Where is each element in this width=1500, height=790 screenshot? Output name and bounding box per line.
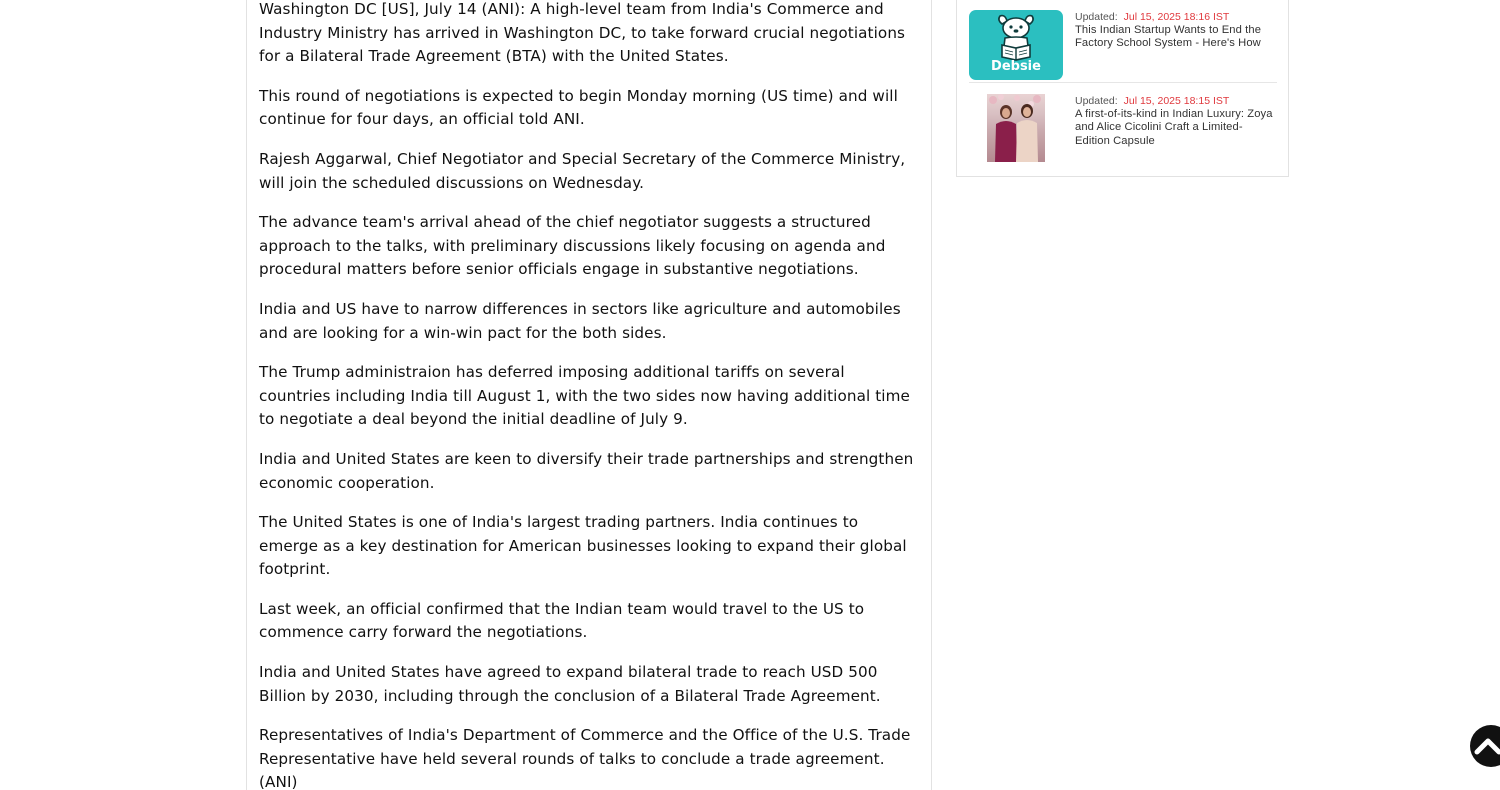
scroll-to-top-button[interactable] <box>1470 725 1500 767</box>
chevron-up-icon <box>1473 731 1500 761</box>
debsie-logo-image[interactable] <box>969 10 1063 80</box>
debsie-logo-text: Debsie <box>991 59 1041 74</box>
article-paragraph: India and United States have agreed to expand bilateral trade to reach USD 500 Billion by 2030, including through the conclusion of a Bilateral Trade Agreement. <box>259 663 881 705</box>
updated-date: Jul 15, 2025 18:16 IST <box>1123 11 1230 23</box>
story-meta <box>1075 10 1277 51</box>
latest-stories-widget <box>956 0 1289 177</box>
article-paragraph: The United States is one of India's largest trading partners. India continues to emerge as a key destination for American businesses looking to expand their global footprint. <box>259 513 907 579</box>
story-item[interactable] <box>969 10 1277 83</box>
article-paragraph: Rajesh Aggarwal, Chief Negotiator and Special Secretary of the Commerce Ministry, will join the scheduled discussions on Wednesday. <box>259 149 906 192</box>
article-paragraph: India and US have to narrow differences in sectors like agriculture and automobiles and are looking for a win-win pact for the both sides. <box>259 299 901 342</box>
story-thumbnail[interactable] <box>969 94 1063 164</box>
article-paragraph: This round of negotiations is expected to begin Monday morning (US time) and will continue for four days, an official told ANI. <box>259 86 898 129</box>
article-paragraph: The advance team's arrival ahead of the chief negotiator suggests a structured approach to the talks, with preliminary discussions likely focusing on agenda and procedural matters before senior officials engage in substantive negotiations. <box>259 213 886 279</box>
story-meta <box>1075 94 1277 148</box>
story-title-link[interactable]: This Indian Startup Wants to End the Factory School System - Here's How <box>1075 24 1262 50</box>
two-women-photo[interactable] <box>987 94 1045 162</box>
reading-dog-icon <box>969 12 1063 64</box>
updated-line <box>1075 95 1277 107</box>
story-title-link[interactable]: A first-of-its-kind in Indian Luxury: Zoya and Alice Cicolini Craft a Limited-Edition Capsule <box>1075 108 1273 147</box>
article-paragraph: Washington DC [US], July 14 (ANI): A high-level team from India's Commerce and Industry Ministry has arrived in Washington DC, to take forward crucial negotiations for a Bilateral Trade Agreement (BTA) with the United States. <box>259 0 906 66</box>
updated-label: Updated: <box>1075 11 1118 23</box>
story-thumbnail[interactable] <box>969 10 1063 80</box>
article-body <box>246 0 932 790</box>
updated-label: Updated: <box>1075 95 1118 107</box>
article-paragraph: Representatives of India's Department of Commerce and the Office of the U.S. Trade Representative have held several rounds of talks to conclude a trade agreement. (ANI) <box>259 726 911 790</box>
photo-figures-icon <box>987 94 1045 162</box>
story-item[interactable] <box>969 94 1277 166</box>
article-paragraph: The Trump administraion has deferred imposing additional tariffs on several countries including India till August 1, with the two sides now having additional time to negotiate a deal beyond the initial deadline of July 9. <box>259 363 910 429</box>
updated-line <box>1075 11 1277 23</box>
article-paragraph: Last week, an official confirmed that the Indian team would travel to the US to commence carry forward the negotiations. <box>259 599 865 642</box>
updated-date: Jul 15, 2025 18:15 IST <box>1123 95 1230 107</box>
article-paragraph: India and United States are keen to diversify their trade partnerships and strengthen economic cooperation. <box>259 449 914 492</box>
